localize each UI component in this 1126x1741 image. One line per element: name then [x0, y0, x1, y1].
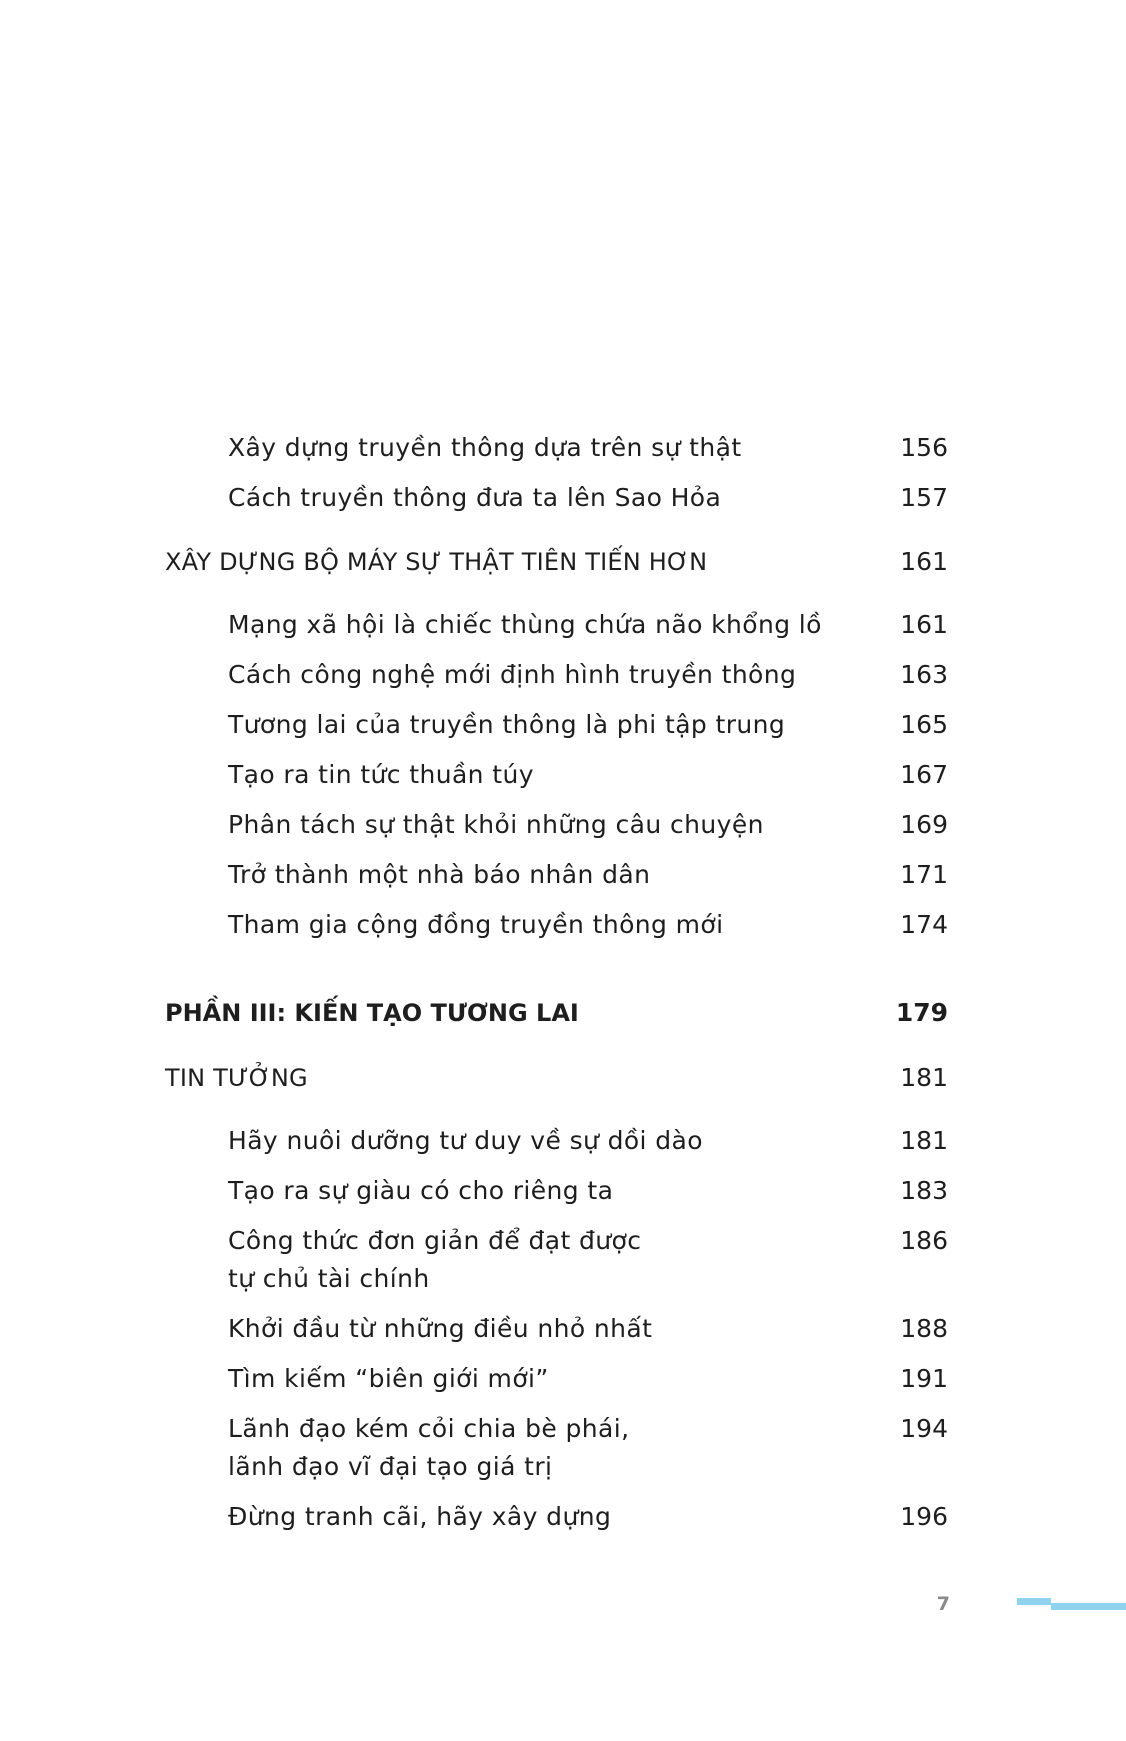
toc-entry-page: 161 — [900, 610, 948, 639]
toc-entry-page: 156 — [900, 433, 948, 462]
toc-entry-title: XÂY DỰNG BỘ MÁY SỰ THẬT TIÊN TIẾN HƠN — [165, 548, 708, 576]
toc-entry-page: 169 — [900, 810, 948, 839]
toc-entry-title: TIN TƯỞNG — [165, 1064, 308, 1092]
toc-entry-page: 174 — [900, 910, 948, 939]
toc-entry-title: Cách công nghệ mới định hình truyền thông — [228, 660, 797, 689]
toc-entry-page: 179 — [895, 998, 948, 1027]
toc-entry-page: 186 — [900, 1226, 948, 1255]
toc-entry-title: Hãy nuôi dưỡng tư duy về sự dồi dào — [228, 1126, 703, 1155]
toc-entry-page: 167 — [900, 760, 948, 789]
toc-entry-title: Tham gia cộng đồng truyền thông mới — [228, 910, 724, 939]
toc-entry-title: PHẦN III: KIẾN TẠO TƯƠNG LAI — [165, 999, 579, 1027]
toc-entry-title: Tương lai của truyền thông là phi tập trung — [228, 710, 786, 739]
toc-entry-page: 194 — [900, 1414, 948, 1443]
toc-entry-title: lãnh đạo vĩ đại tạo giá trị — [228, 1452, 553, 1481]
accent-bar-top — [1017, 1598, 1051, 1605]
toc-entry-title: Tìm kiếm “biên giới mới” — [228, 1364, 549, 1393]
toc-entry-page: 161 — [900, 547, 948, 576]
accent-bar-long — [1051, 1603, 1126, 1610]
toc-entry-title: Công thức đơn giản để đạt được — [228, 1226, 642, 1255]
toc-entry-page: 191 — [900, 1364, 948, 1393]
toc-entry-page: 163 — [900, 660, 948, 689]
toc-entry-title: Xây dựng truyền thông dựa trên sự thật — [228, 433, 742, 462]
toc-entry-title: Phân tách sự thật khỏi những câu chuyện — [228, 810, 764, 839]
toc-entry-page: 171 — [900, 860, 948, 889]
toc-entry-title: Cách truyền thông đưa ta lên Sao Hỏa — [228, 483, 722, 512]
toc-entry-page: 188 — [900, 1314, 948, 1343]
toc-entry-title: Tạo ra tin tức thuần túy — [228, 760, 534, 789]
toc-entry-page: 181 — [900, 1126, 948, 1155]
toc-entry-title: Trở thành một nhà báo nhân dân — [228, 860, 651, 889]
toc-entry-title: Khởi đầu từ những điều nhỏ nhất — [228, 1314, 653, 1343]
toc-entry-page: 183 — [900, 1176, 948, 1205]
toc-entry-title: Lãnh đạo kém cỏi chia bè phái, — [228, 1414, 630, 1443]
toc-entry-title: Mạng xã hội là chiếc thùng chứa não khổng lồ — [228, 610, 822, 639]
page-number: 7 — [936, 1593, 950, 1615]
toc-entry-title: Đừng tranh cãi, hãy xây dựng — [228, 1502, 612, 1531]
toc-entry-page: 196 — [900, 1502, 948, 1531]
toc-entry-title: tự chủ tài chính — [228, 1264, 430, 1293]
toc-entry-page: 157 — [900, 483, 948, 512]
toc-entry-title: Tạo ra sự giàu có cho riêng ta — [228, 1176, 614, 1205]
toc-entry-page: 165 — [900, 710, 948, 739]
toc-entry-page: 181 — [900, 1063, 948, 1092]
